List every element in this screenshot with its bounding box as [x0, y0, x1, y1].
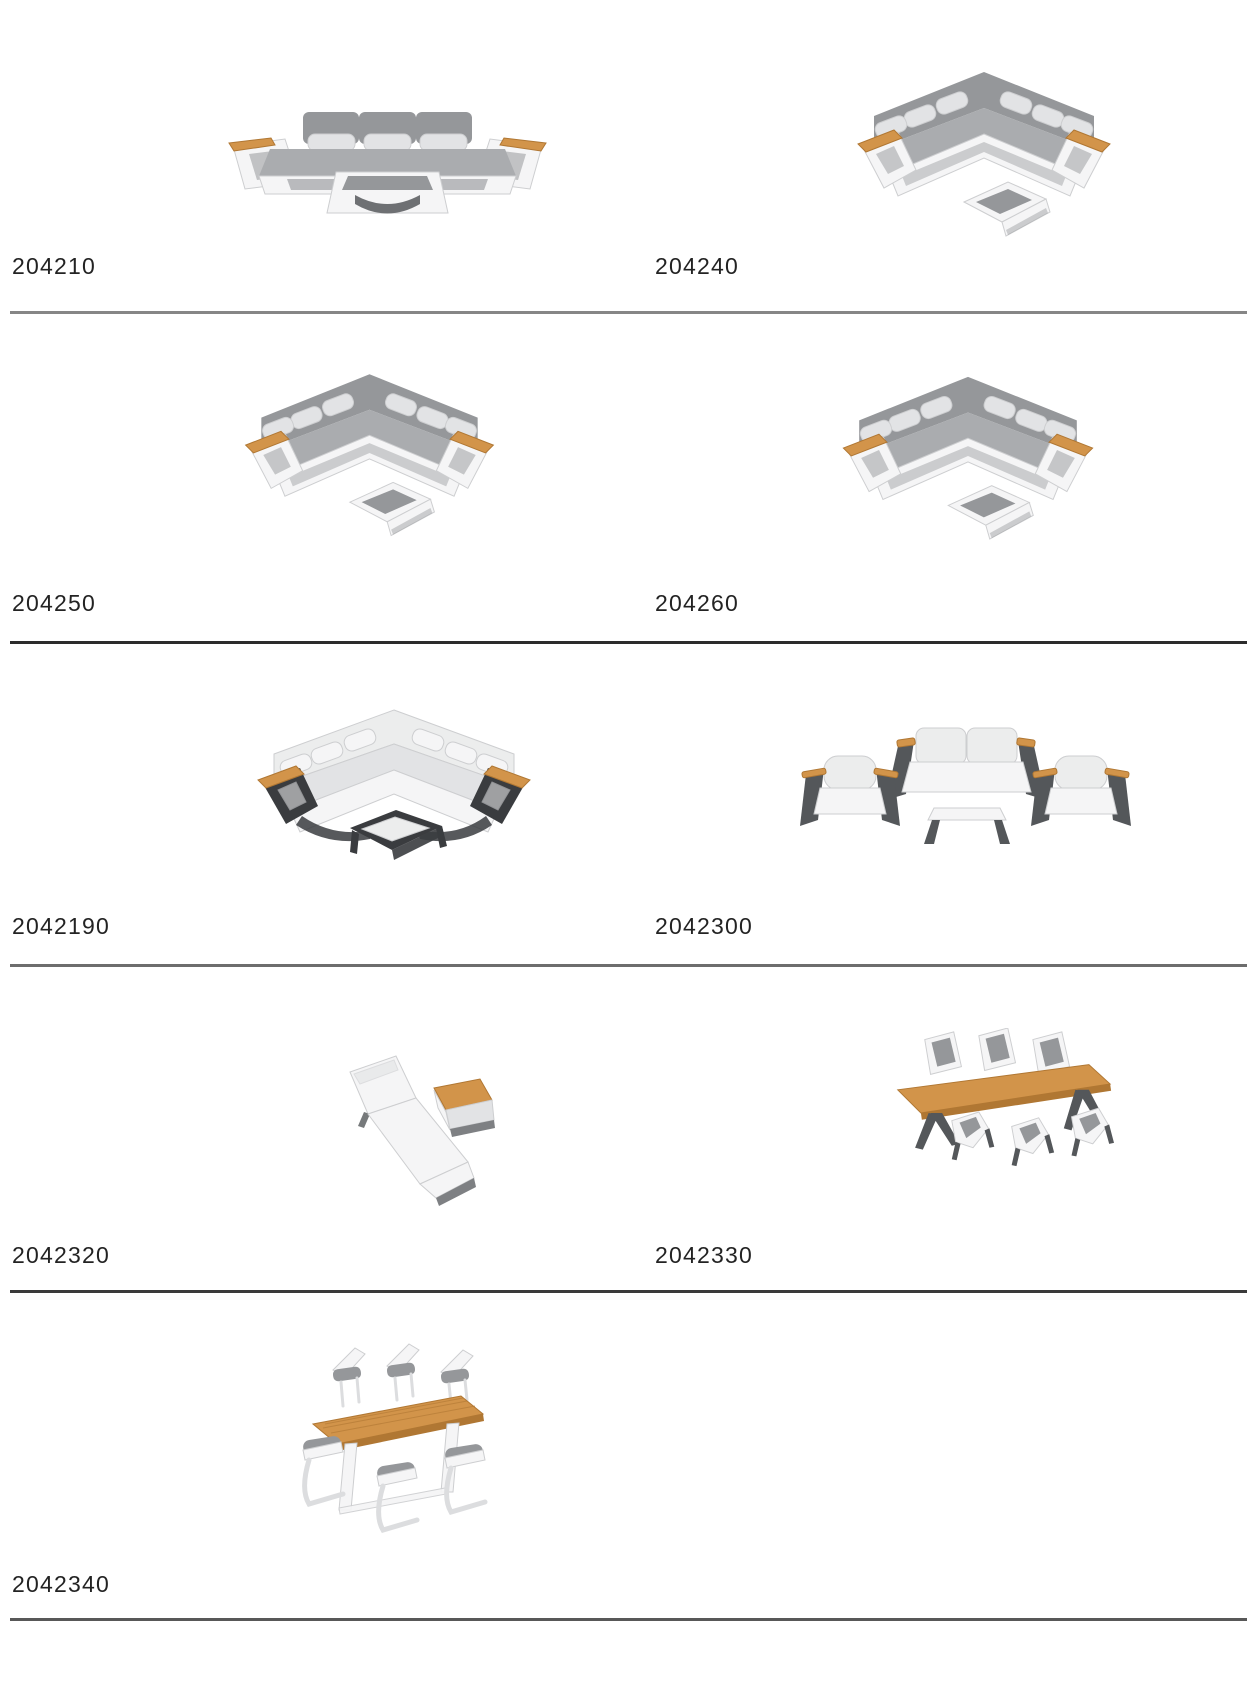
lounge-set-armchairs-loveseat-table-image — [798, 712, 1133, 852]
row-divider — [10, 964, 1247, 967]
sofa-with-ottoman-table-image — [225, 92, 550, 220]
row-divider — [10, 1290, 1247, 1293]
row-divider — [10, 641, 1247, 644]
corner-sofa-with-chaise-image — [222, 360, 517, 543]
row-divider — [10, 311, 1247, 314]
product-code: 2042190 — [12, 913, 110, 939]
product-code: 2042340 — [12, 1571, 110, 1597]
product-code: 204250 — [12, 590, 96, 616]
product-code: 204260 — [655, 590, 739, 616]
corner-sofa-with-chaise-image — [818, 363, 1118, 546]
product-code: 2042320 — [12, 1242, 110, 1268]
product-code: 2042330 — [655, 1242, 753, 1268]
corner-sofa-dark-frame-image — [232, 698, 557, 868]
product-code: 204210 — [12, 253, 96, 279]
dining-set-table-six-chairs-image — [862, 1028, 1142, 1168]
corner-sofa-with-chaise-image — [833, 58, 1135, 243]
product-code: 204240 — [655, 253, 739, 279]
row-divider — [10, 1618, 1247, 1621]
bar-set-high-table-six-stools-image — [295, 1340, 530, 1545]
sun-lounger-with-side-table-image — [318, 1048, 508, 1213]
product-code: 2042300 — [655, 913, 753, 939]
